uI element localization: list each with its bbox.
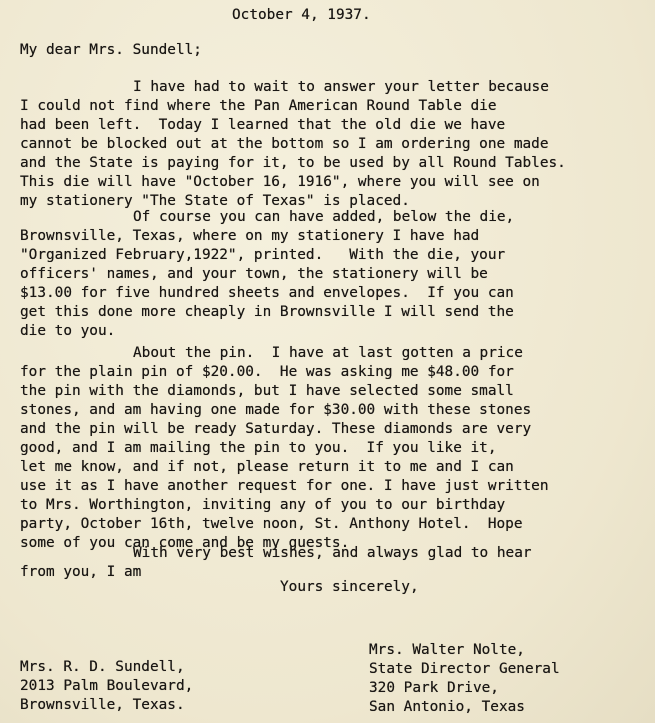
- paragraph-3-line: some of you can come and be my guests.: [20, 535, 350, 551]
- paragraph-2-line: $13.00 for five hundred sheets and envelopes. If you can: [20, 285, 514, 301]
- paragraph-3-line: and the pin will be ready Saturday. These diamonds are very: [20, 421, 532, 437]
- paragraph-3-line: let me know, and if not, please return it to me and I can: [20, 459, 514, 475]
- sender-line: Mrs. Walter Nolte,: [369, 642, 525, 658]
- paragraph-3-line: for the plain pin of $20.00. He was asking me $48.00 for: [20, 364, 514, 380]
- sender-line: San Antonio, Texas: [369, 699, 525, 715]
- sender-line: 320 Park Drive,: [369, 680, 499, 696]
- closing: Yours sincerely,: [280, 579, 419, 595]
- letter-date: October 4, 1937.: [232, 7, 371, 23]
- paragraph-1-line: cannot be blocked out at the bottom so I am ordering one made: [20, 136, 549, 152]
- recipient-line: 2013 Palm Boulevard,: [20, 678, 194, 694]
- salutation: My dear Mrs. Sundell;: [20, 42, 202, 58]
- sender-line: State Director General: [369, 661, 560, 677]
- paragraph-3-line: party, October 16th, twelve noon, St. Anthony Hotel. Hope: [20, 516, 523, 532]
- paragraph-3-line: to Mrs. Worthington, inviting any of you to our birthday: [20, 497, 506, 513]
- recipient-line: Mrs. R. D. Sundell,: [20, 659, 185, 675]
- paragraph-1-line: and the State is paying for it, to be used by all Round Tables.: [20, 155, 566, 171]
- paragraph-3-line: good, and I am mailing the pin to you. If you like it,: [20, 440, 497, 456]
- paragraph-4-line: from you, I am: [20, 564, 142, 580]
- paragraph-4-line: With very best wishes, and always glad to hear: [133, 545, 532, 561]
- paragraph-1-line: I have had to wait to answer your letter because: [133, 79, 549, 95]
- paragraph-2-line: officers' names, and your town, the stationery will be: [20, 266, 488, 282]
- paragraph-3-line: the pin with the diamonds, but I have selected some small: [20, 383, 514, 399]
- paragraph-2-line: get this done more cheaply in Brownsville I will send the: [20, 304, 514, 320]
- paragraph-3-line: use it as I have another request for one. I have just written: [20, 478, 549, 494]
- recipient-line: Brownsville, Texas.: [20, 697, 185, 713]
- paragraph-1-line: my stationery "The State of Texas" is placed.: [20, 193, 410, 209]
- paragraph-3-line: About the pin. I have at last gotten a price: [133, 345, 523, 361]
- paragraph-3-line: stones, and am having one made for $30.00 with these stones: [20, 402, 532, 418]
- paragraph-2-line: Brownsville, Texas, where on my stationery I have had: [20, 228, 480, 244]
- paragraph-1-line: had been left. Today I learned that the old die we have: [20, 117, 506, 133]
- paragraph-2-line: "Organized February,1922", printed. With the die, your: [20, 247, 506, 263]
- paragraph-1-line: This die will have "October 16, 1916", where you will see on: [20, 174, 540, 190]
- paragraph-1-line: I could not find where the Pan American Round Table die: [20, 98, 497, 114]
- paragraph-2-line: die to you.: [20, 323, 116, 339]
- paragraph-2-line: Of course you can have added, below the die,: [133, 209, 515, 225]
